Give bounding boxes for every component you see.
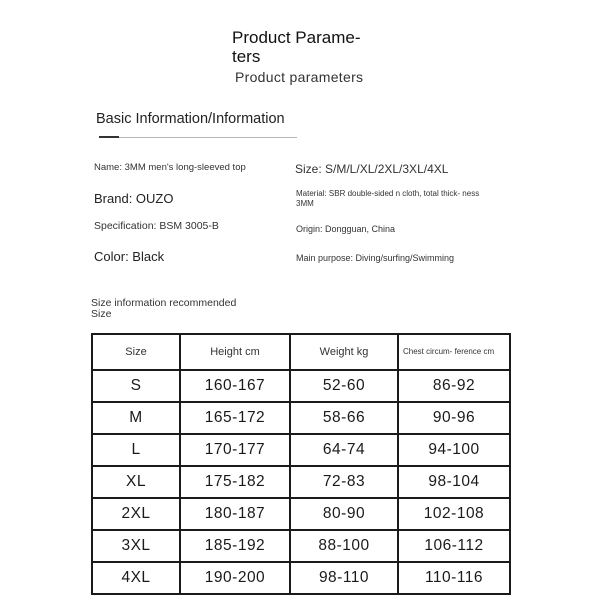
chest-cell: 98-104 — [398, 466, 510, 498]
size-cell: L — [92, 434, 180, 466]
table-row — [92, 434, 510, 466]
size-table — [91, 333, 511, 595]
height-cell: 165-172 — [180, 402, 290, 434]
column-header-weight: Weight kg — [290, 334, 398, 370]
height-cell: 170-177 — [180, 434, 290, 466]
table-row — [92, 562, 510, 594]
height-cell: 180-187 — [180, 498, 290, 530]
chest-cell: 106-112 — [398, 530, 510, 562]
chest-cell: 90-96 — [398, 402, 510, 434]
product-color: Color: Black — [94, 249, 165, 264]
weight-cell: 80-90 — [290, 498, 398, 530]
page-title: Product Parame- ters — [232, 28, 361, 66]
height-cell: 160-167 — [180, 370, 290, 402]
weight-cell: 58-66 — [290, 402, 398, 434]
weight-cell: 88-100 — [290, 530, 398, 562]
height-cell: 175-182 — [180, 466, 290, 498]
table-row — [92, 402, 510, 434]
size-cell: 2XL — [92, 498, 180, 530]
size-info-line-2: Size — [91, 308, 112, 320]
height-cell: 185-192 — [180, 530, 290, 562]
size-cell: M — [92, 402, 180, 434]
column-header-height: Height cm — [180, 334, 290, 370]
column-header-size: Size — [92, 334, 180, 370]
product-brand: Brand: OUZO — [94, 191, 174, 206]
size-info-heading — [91, 298, 236, 320]
weight-cell: 72-83 — [290, 466, 398, 498]
column-header-chest: Chest circum- ference cm — [398, 334, 510, 370]
product-name: Name: 3MM men's long-sleeved top — [94, 162, 246, 173]
product-origin: Origin: Dongguan, China — [296, 224, 396, 234]
chest-cell: 94-100 — [398, 434, 510, 466]
size-cell: S — [92, 370, 180, 402]
height-cell: 190-200 — [180, 562, 290, 594]
page-subtitle: Product parameters — [235, 69, 364, 85]
heading-divider-accent — [99, 136, 119, 138]
product-material: Material: SBR double-sided n cloth, total thick- ness 3MM — [296, 189, 480, 208]
product-specification: Specification: BSM 3005-B — [94, 220, 219, 232]
table-row — [92, 498, 510, 530]
heading-divider — [99, 137, 297, 138]
table-row — [92, 370, 510, 402]
chest-cell: 86-92 — [398, 370, 510, 402]
weight-cell: 98-110 — [290, 562, 398, 594]
size-cell: XL — [92, 466, 180, 498]
basic-info-heading: Basic Information/Information — [96, 111, 285, 127]
size-info-line-1: Size information recommended — [91, 297, 237, 309]
product-main-purpose: Main purpose: Diving/surfing/Swimming — [296, 253, 455, 263]
table-row — [92, 530, 510, 562]
chest-cell: 102-108 — [398, 498, 510, 530]
chest-cell: 110-116 — [398, 562, 510, 594]
weight-cell: 64-74 — [290, 434, 398, 466]
table-row — [92, 466, 510, 498]
size-cell: 4XL — [92, 562, 180, 594]
table-header-row — [92, 334, 510, 370]
weight-cell: 52-60 — [290, 370, 398, 402]
product-size-range: Size: S/M/L/XL/2XL/3XL/4XL — [295, 162, 449, 176]
size-cell: 3XL — [92, 530, 180, 562]
